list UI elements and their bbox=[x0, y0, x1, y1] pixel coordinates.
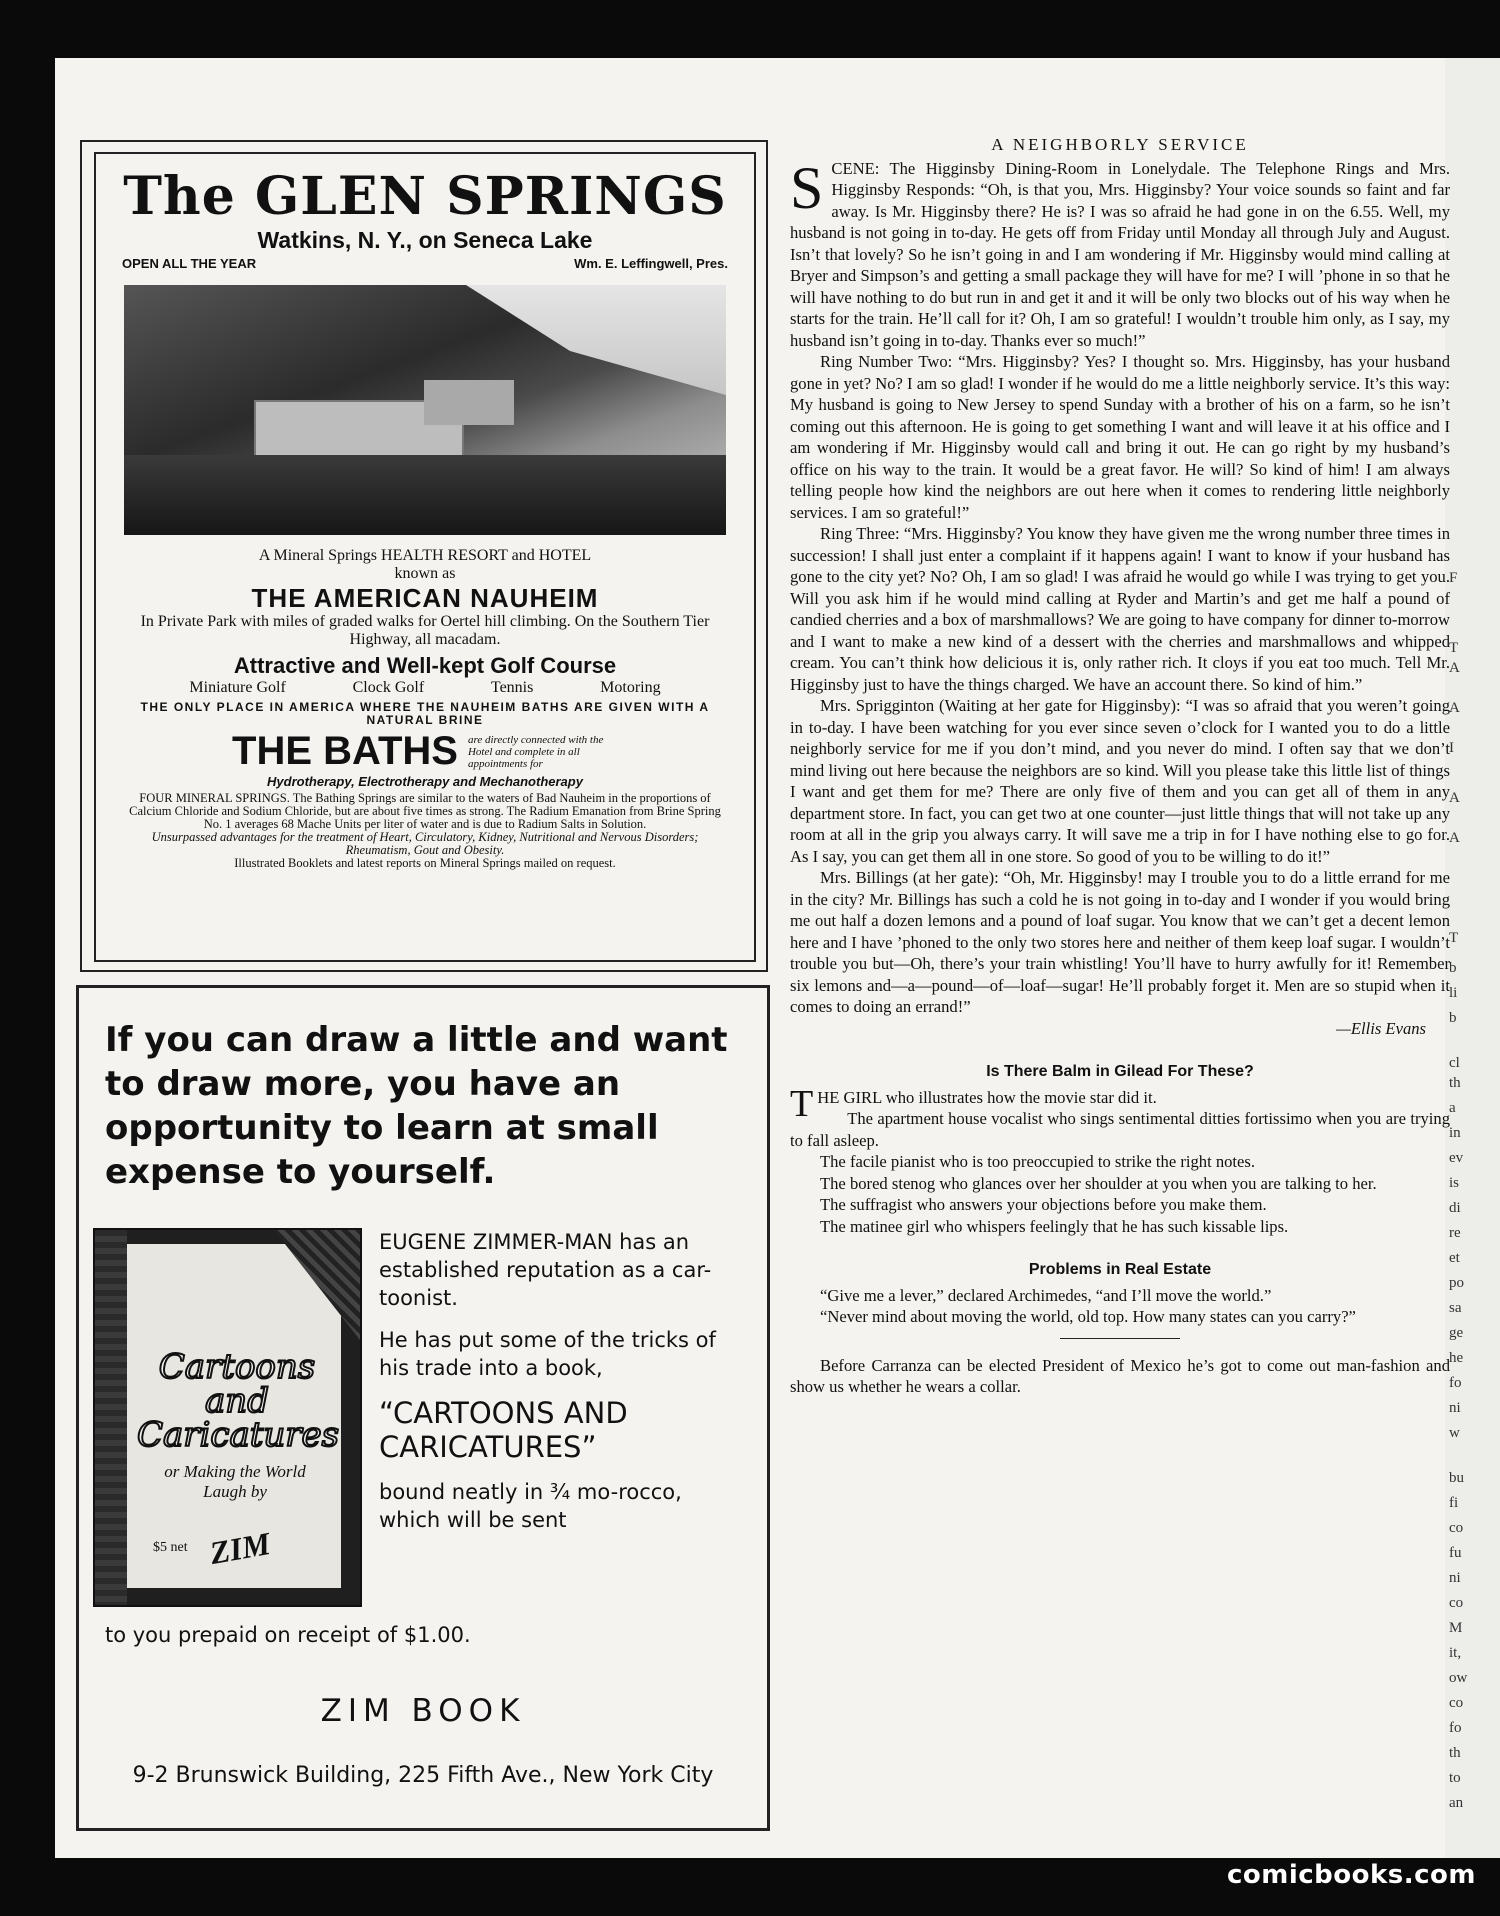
glen-activity: Clock Golf bbox=[352, 679, 425, 696]
baths-row bbox=[96, 729, 754, 774]
edge-text-fragment: A bbox=[1449, 700, 1460, 716]
drop-cap: T bbox=[790, 1082, 814, 1125]
zim-book-ad bbox=[76, 985, 770, 1831]
edge-text-fragment: b bbox=[1449, 1010, 1457, 1026]
edge-text-fragment: th bbox=[1449, 1745, 1461, 1761]
edge-text-fragment: A bbox=[1449, 830, 1460, 846]
drop-cap: S bbox=[790, 154, 824, 221]
edge-text-fragment: b bbox=[1449, 960, 1457, 976]
edge-text-fragment: co bbox=[1449, 1520, 1464, 1536]
edge-text-fragment: a bbox=[1449, 1100, 1456, 1116]
hotel-annex bbox=[424, 380, 514, 425]
edge-text-fragment: an bbox=[1449, 1795, 1464, 1811]
balm-item bbox=[790, 1082, 1450, 1125]
edge-text-fragment: fo bbox=[1449, 1720, 1462, 1736]
article-title: A NEIGHBORLY SERVICE bbox=[991, 135, 1249, 154]
glen-info-row bbox=[96, 256, 754, 271]
article-column bbox=[790, 134, 1450, 1398]
glen-activity: Miniature Golf bbox=[189, 679, 286, 696]
edge-text-fragment: fu bbox=[1449, 1545, 1462, 1561]
edge-text-fragment: li bbox=[1449, 985, 1458, 1001]
balm-title: Is There Balm in Gilead For These? bbox=[986, 1063, 1254, 1080]
edge-text-fragment: T bbox=[1449, 640, 1459, 656]
balm-item: The bored stenog who glances over her shoulder at you when you are talking to her. bbox=[820, 1173, 1377, 1193]
estate-p2: “Never mind about moving the world, old top. How many states can you carry?” bbox=[820, 1307, 1356, 1326]
edge-text-fragment: ge bbox=[1449, 1325, 1464, 1341]
edge-text-fragment: to bbox=[1449, 1770, 1461, 1786]
edge-text-fragment: T bbox=[1449, 930, 1459, 946]
article-p4: Mrs. Sprigginton (Waiting at her gate for Higginsby): “I was so afraid that you weren’t going in to-day. I have been watching for you ever since seven o’clock for I wanted you to do a little neighborly service for me if you don’t mind, and you never do mind. I often say that we don’t mind living out here because the neighbors are so kind. Will you please take this little list of things I want and get them for me? There are only five of them and you can get all of them in any department store. In fact, you can get two at one counter—just little things that will not take up any room at all in the grip you always carry. It will save me a trip in for I have nothing else to go for. As I say, you can get them all in one store. So good of you to be willing to do it!” bbox=[790, 696, 1450, 866]
carranza-paragraph: Before Carranza can be elected President of Mexico he’s got to come out man-fashion and show us whether he wears a collar. bbox=[790, 1355, 1450, 1396]
edge-text-fragment: di bbox=[1449, 1200, 1461, 1216]
edge-text-fragment: fi bbox=[1449, 1495, 1459, 1511]
zim-signature: ZIM bbox=[207, 1525, 274, 1571]
edge-text-fragment: it, bbox=[1449, 1645, 1462, 1661]
glen-activity: Motoring bbox=[600, 679, 661, 696]
zim-p2: He has put some of the tricks of his trade into a book, bbox=[379, 1328, 716, 1380]
book-price: $5 net bbox=[153, 1540, 188, 1555]
zim-p3: bound neatly in ¾ mo-rocco, which will be sent bbox=[379, 1480, 682, 1532]
glen-only-place: THE ONLY PLACE IN AMERICA WHERE THE NAUHEIM BATHS ARE GIVEN WITH A NATURAL BRINE bbox=[140, 700, 710, 727]
edge-text-fragment: A bbox=[1449, 660, 1460, 676]
article-paragraph bbox=[790, 154, 1450, 352]
article-p2: Ring Number Two: “Mrs. Higginsby? Yes? I thought so. Mrs. Higginsby, has your husband gone in yet? No? I am so glad! I wonder if he would do me a little neighborly service. It’s this way: My husband is going to New Jersey to spend Sunday with a brother of his on a farm, so he isn’t coming out this afternoon. He is going to get something I want and will leave it at his office and I am wondering if Mr. Higginsby would call and bring it out. He can go right by my husband’s office on his way to the train. It would be a great favor. He will? So kind of him! I am always telling people how kind the neighbors are out here when it comes to rendering little neighborly services. I am so grateful!” bbox=[790, 352, 1450, 522]
edge-text-fragment: sa bbox=[1449, 1300, 1462, 1316]
balm-item: The suffragist who answers your objections before you make them. bbox=[820, 1195, 1267, 1214]
article-p1: CENE: The Higginsby Dining-Room in Lonelydale. The Telephone Rings and Mrs. Higginsby Responds: “Oh, is that you, Mrs. Higginsby? Your voice sounds so faint and far away. Is Mr. Higginsby there? He is? I was so afraid he had gone in on the 6.55. Well, my husband is not going in to-day. He gets off from Friday until Monday all through July and August. Isn’t that lovely? So he isn’t going in and I am wondering if Mr. Higginsby would mind calling at Bryer and Simpson’s and getting a small package they will have for me? I will ’phone in so that he will have nothing to do but run in and get it and it will be only two blocks out of his way when he starts for the train. He’ll call for it? Oh, I am so grateful! I wouldn’t trouble him only, as I say, my husband isn’t going in to-day. Thanks ever so much!” bbox=[790, 158, 1450, 350]
glen-springs-ad bbox=[80, 140, 768, 972]
edge-text-fragment: fo bbox=[1449, 1375, 1462, 1391]
watermark: comicbooks.com bbox=[1226, 1860, 1476, 1890]
glen-line1: A Mineral Springs HEALTH RESORT and HOTEL bbox=[258, 547, 592, 564]
glen-activity: Tennis bbox=[490, 679, 534, 696]
edge-text-fragment: ev bbox=[1449, 1150, 1464, 1166]
edge-text-fragment: in bbox=[1449, 1125, 1461, 1141]
edge-text-fragment: et bbox=[1449, 1250, 1460, 1266]
zim-book-title: “CARTOONS AND CARICATURES” bbox=[379, 1396, 628, 1464]
section-divider bbox=[1060, 1338, 1180, 1339]
edge-text-fragment: ni bbox=[1449, 1400, 1461, 1416]
glen-activities bbox=[96, 679, 754, 697]
balm-item: The facile pianist who is too preoccupied to strike the right notes. bbox=[820, 1152, 1256, 1171]
edge-text-fragment: is bbox=[1449, 1175, 1460, 1191]
book-subtitle: or Making the World Laugh by bbox=[164, 1462, 306, 1501]
hillside bbox=[124, 455, 726, 535]
edge-text-fragment: po bbox=[1449, 1275, 1464, 1291]
edge-text-fragment: co bbox=[1449, 1695, 1464, 1711]
glen-booklets: Illustrated Booklets and latest reports on Mineral Springs mailed on request. bbox=[234, 856, 616, 870]
article-p5: Mrs. Billings (at her gate): “Oh, Mr. Higginsby! may I trouble you to do a little errand for me in the city? Mr. Billings has such a cold he is not going in to-day and I wonder if you would bring me out half a dozen lemons and a pound of loaf sugar. You know that we can’t get a decent lemon here and I have ’phoned to the only two stores here and neither of them keep loaf sugar. I wouldn’t trouble you but—Oh, there’s your train whistling! You’ll have to hurry awfully for it! Remember six lemons and—a—pound—of—loaf—sugar! He’ll probably forget it. Men are so stupid when it comes to doing an errand!” bbox=[790, 868, 1450, 1016]
article-p3: Ring Three: “Mrs. Higginsby? You know they have given me the wrong number three times in succession! I shall just enter a complaint if it happens again! I want to know if your husband has gone to the city yet? No? Oh, I am so glad! I was afraid he would go while I was trying to get you. Will you ask him if he would mind calling at Ryder and Martin’s and get me half a pound of candied cherries and a box of marshmallows? We are going to have company for dinner to-morrow and I want to make a new kind of a dessert with the cherries and marshmallows and whipped cream. You can’t think how delicious it is, only rather rich. It cloys if you eat too much. Tell Mr. Higginsby just to have the things charged. We have an account there. So kind of him.” bbox=[790, 524, 1450, 694]
glen-springs-text: FOUR MINERAL SPRINGS. The Bathing Springs are similar to the waters of Bad Nauheim in the proportions of Calcium Chloride and Sodium Chloride, but are about five times as strong. The Radium Emanation from Brine Spring No. 1 averages 68 Mache Units per liter of water and is due to Radium Salts in Solution. bbox=[129, 791, 721, 831]
balm-item-text: HE GIRL who illustrates how the movie star did it. bbox=[817, 1087, 1157, 1107]
glen-park: In Private Park with miles of graded walks for Oertel hill climbing. On the Southern Tier Highway, all macadam. bbox=[140, 613, 710, 648]
edge-text-fragment: I bbox=[1449, 740, 1454, 756]
balm-item: The apartment house vocalist who sings sentimental ditties fortissimo when you are trying to fall asleep. bbox=[790, 1109, 1450, 1150]
edge-text-fragment: he bbox=[1449, 1350, 1464, 1366]
edge-text-fragment: bu bbox=[1449, 1470, 1464, 1486]
edge-text-fragment: F bbox=[1449, 570, 1458, 586]
lake-area bbox=[466, 285, 726, 395]
glen-line2: known as bbox=[394, 565, 456, 582]
glen-subtitle: Watkins, N. Y., on Seneca Lake bbox=[257, 227, 593, 253]
next-page-edge bbox=[1445, 58, 1500, 1858]
book-cover-illustration bbox=[93, 1228, 362, 1607]
estate-p1: “Give me a lever,” declared Archimedes, “and I’ll move the world.” bbox=[820, 1285, 1272, 1305]
glen-president: Wm. E. Leffingwell, Pres. bbox=[574, 256, 728, 271]
estate-title: Problems in Real Estate bbox=[1028, 1261, 1212, 1278]
book-title: Cartoons and Caricatures bbox=[137, 1347, 340, 1455]
edge-text-fragment: co bbox=[1449, 1595, 1464, 1611]
glen-advantages: Unsurpassed advantages for the treatment of Heart, Circulatory, Kidney, Nutritional and Nervous Disorders; Rheumatism, Gout and Obesity. bbox=[151, 830, 699, 857]
edge-text-fragment: cl bbox=[1449, 1055, 1460, 1071]
edge-text-fragment: re bbox=[1449, 1225, 1461, 1241]
zim-headline: If you can draw a little and want to draw more, you have an opportunity to learn at small expense to yourself. bbox=[105, 1020, 728, 1192]
zim-p1: EUGENE ZIMMER-MAN has an established reputation as a car-toonist. bbox=[379, 1230, 712, 1310]
edge-text-fragment: A bbox=[1449, 790, 1460, 806]
glen-springs-ad-inner bbox=[94, 152, 756, 962]
glen-nauheim: THE AMERICAN NAUHEIM bbox=[251, 583, 599, 613]
zim-address: 9-2 Brunswick Building, 225 Fifth Ave., New York City bbox=[132, 1763, 714, 1788]
glen-open: OPEN ALL THE YEAR bbox=[122, 256, 257, 271]
edge-text-fragment: ow bbox=[1449, 1670, 1468, 1686]
hotel-photo bbox=[124, 285, 726, 535]
glen-title: The GLEN SPRINGS bbox=[123, 166, 727, 227]
zim-description bbox=[379, 1228, 729, 1548]
baths-title: THE BATHS bbox=[232, 729, 458, 773]
baths-note: are directly connected with the Hotel and complete in all appointments for bbox=[467, 733, 604, 770]
zim-name: ZIM BOOK bbox=[320, 1693, 526, 1729]
book-spine bbox=[95, 1230, 127, 1605]
edge-text-fragment: ni bbox=[1449, 1570, 1461, 1586]
balm-item: The matinee girl who whispers feelingly that he has such kissable lips. bbox=[820, 1216, 1289, 1236]
edge-text-fragment: w bbox=[1449, 1425, 1460, 1441]
edge-text-fragment: th bbox=[1449, 1075, 1461, 1091]
glen-therapies: Hydrotherapy, Electrotherapy and Mechanotherapy bbox=[267, 774, 583, 789]
zim-p4: to you prepaid on receipt of $1.00. bbox=[105, 1623, 471, 1647]
glen-golf: Attractive and Well-kept Golf Course bbox=[233, 653, 617, 678]
edge-text-fragment: M bbox=[1449, 1620, 1463, 1636]
article-author: —Ellis Evans bbox=[1336, 1018, 1426, 1038]
